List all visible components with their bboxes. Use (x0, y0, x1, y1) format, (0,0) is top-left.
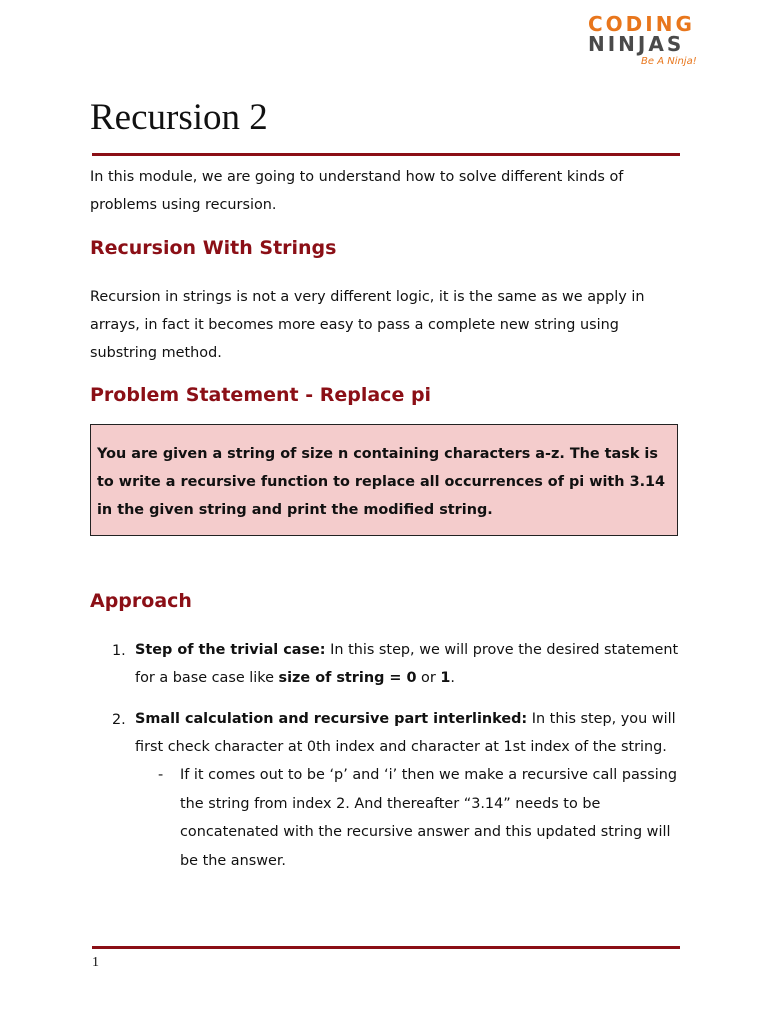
strings-paragraph: Recursion in strings is not a very different logic, it is the same as we apply in arrays, in fact it becomes more easy to pass a complete new string using substring method. (90, 289, 645, 361)
sub-item-marker: - (158, 767, 164, 783)
problem-statement-text: You are given a string of size n containing characters a-z. The task is to write a recursive function to replace all occurrences of pi with 3.14 in the given string and print the modified string. (97, 446, 666, 518)
problem-statement-box (90, 424, 678, 536)
step-1-text: In this step, we will prove the desired statement for a base case like (135, 642, 679, 686)
logo-tagline: Be A Ninja! (641, 56, 697, 67)
step-1-bold-size: size of string = 0 (278, 669, 417, 686)
list-number-2: 2. (112, 712, 126, 728)
approach-step-2-subitem: If it comes out to be ‘p’ and ‘i’ then we make a recursive call passing the string from index 2. And thereafter “3.14” needs to be concatenated with the recursive answer and this updated string will be the answer. (180, 767, 678, 869)
coding-ninjas-logo (588, 14, 708, 70)
logo-line-1: CODING (588, 12, 695, 36)
footer-divider (92, 946, 680, 949)
step-2-text: In this step, you will first check character at 0th index and character at 1st index of the string. (135, 711, 676, 755)
approach-step-1 (135, 637, 680, 692)
list-number-1: 1. (112, 643, 126, 659)
step-1-end: . (450, 669, 455, 686)
page-title: Recursion 2 (90, 97, 268, 138)
title-divider (92, 153, 680, 156)
section-heading-approach: Approach (90, 590, 192, 612)
approach-step-2 (135, 706, 680, 761)
step-2-label: Small calculation and recursive part interlinked: (135, 711, 528, 727)
logo-line-2: NINJAS (588, 32, 685, 56)
step-1-mid: or (416, 669, 441, 686)
step-1-bold-one: 1 (440, 669, 451, 686)
intro-paragraph: In this module, we are going to understand how to solve different kinds of problems using recursion. (90, 169, 624, 213)
section-heading-strings: Recursion With Strings (90, 237, 337, 259)
step-1-label: Step of the trivial case: (135, 642, 326, 658)
section-heading-problem: Problem Statement - Replace pi (90, 384, 432, 406)
page-number: 1 (92, 955, 99, 970)
